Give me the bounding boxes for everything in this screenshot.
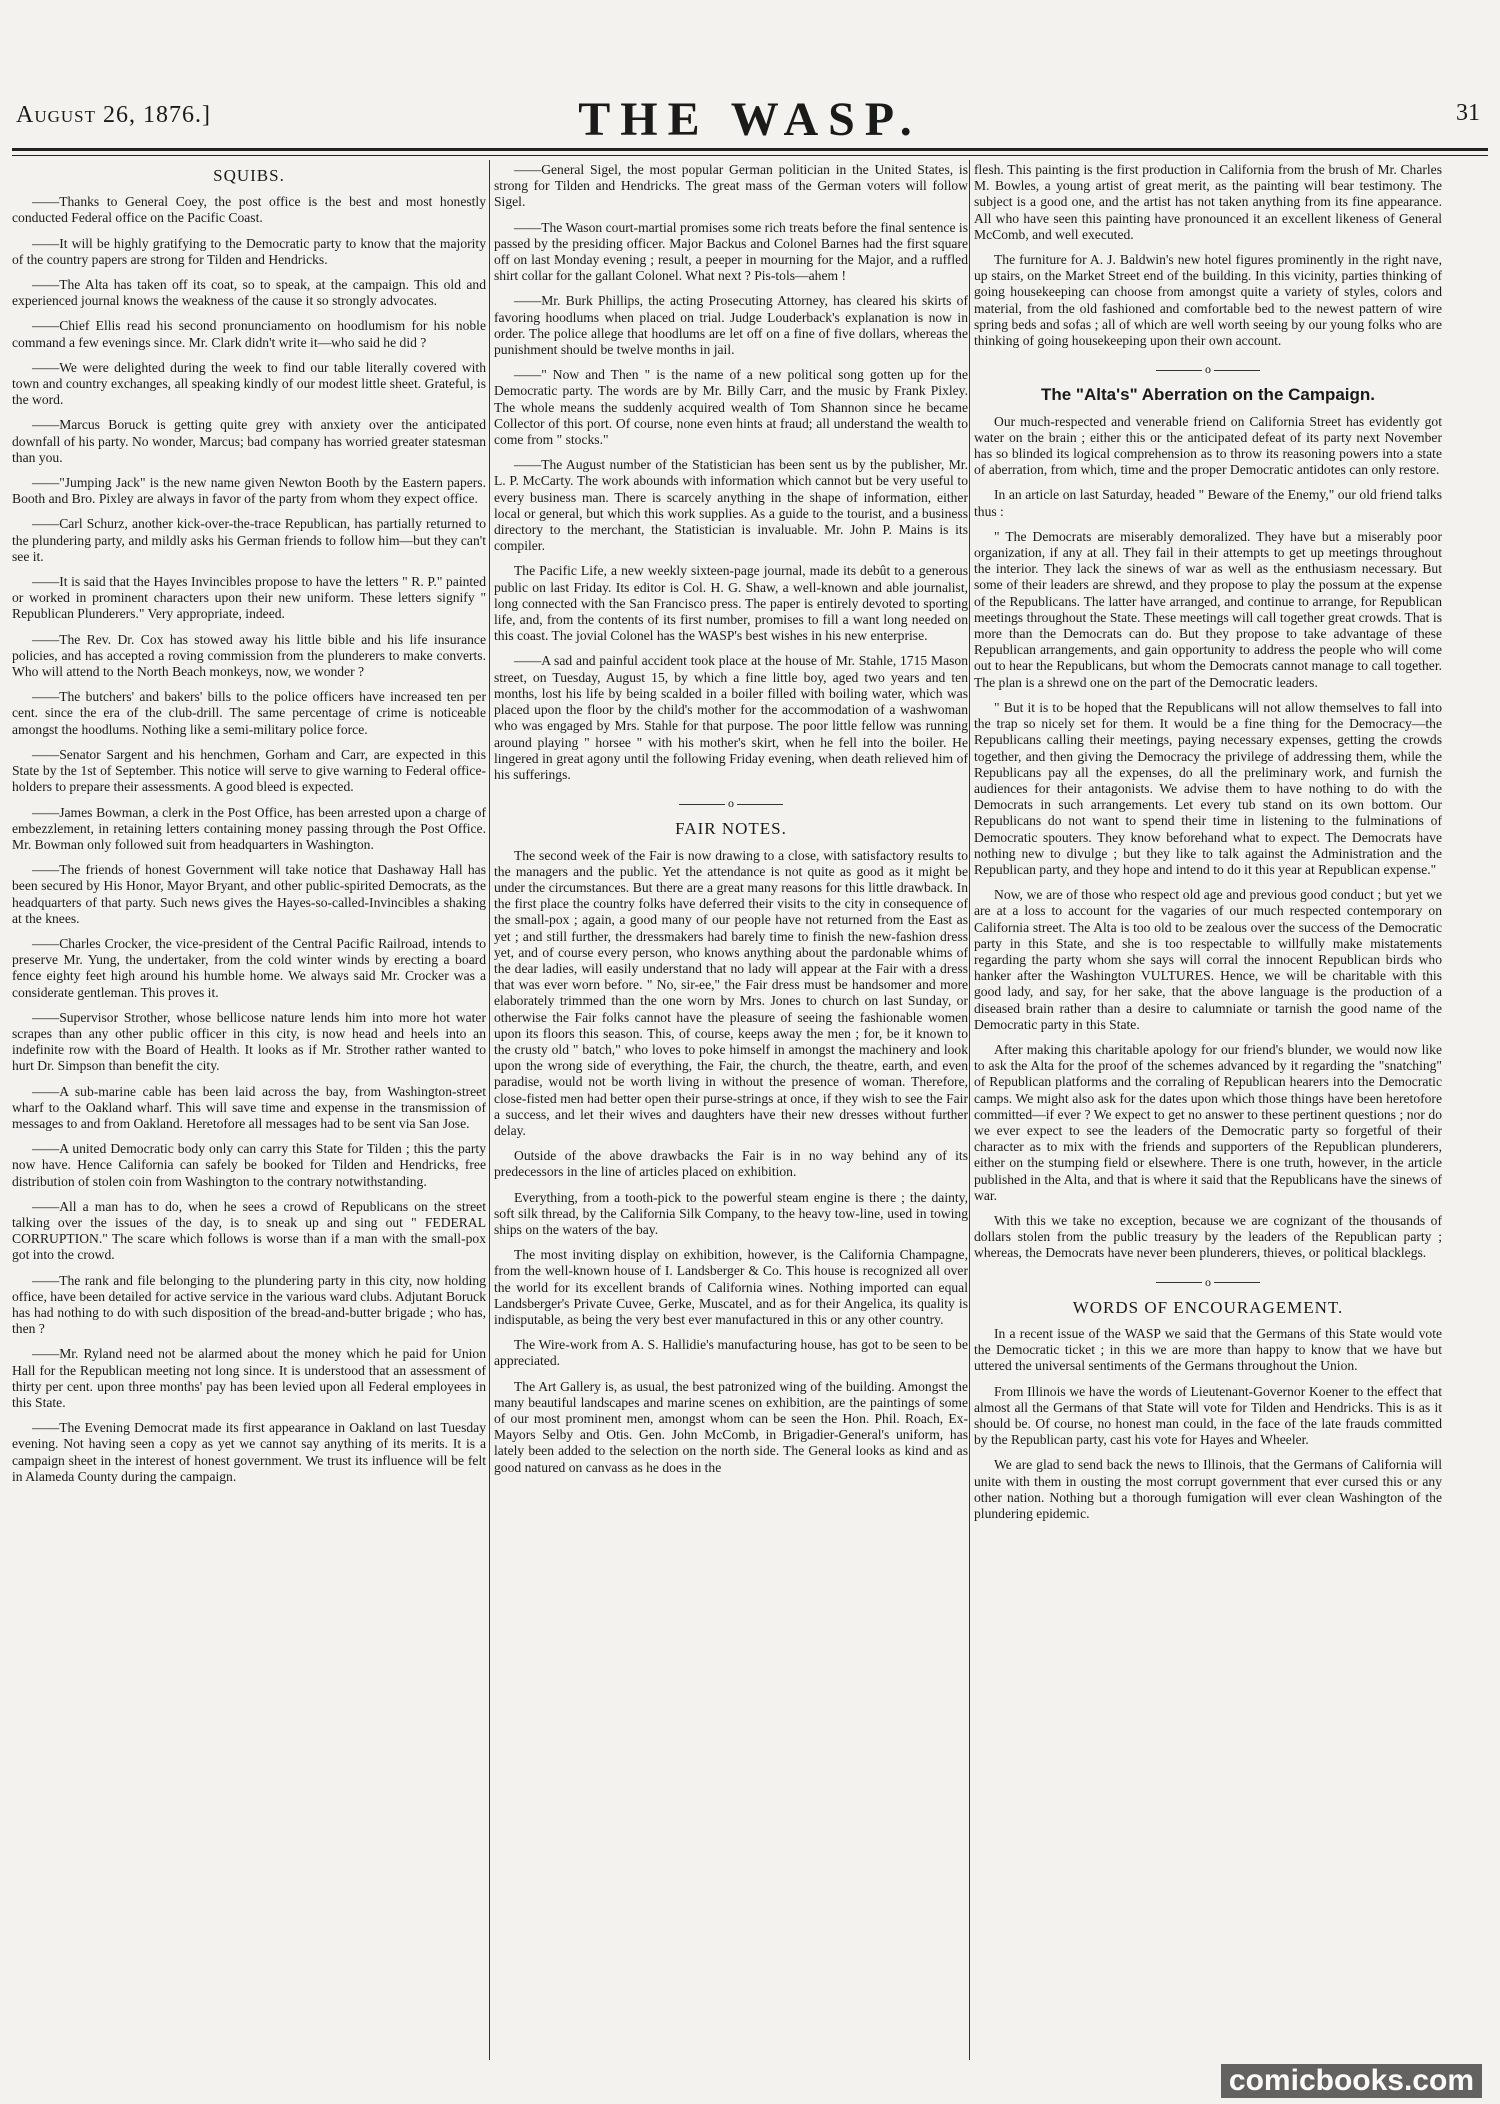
paragraph: ——The rank and file belonging to the plundering party in this city, now holding office, have been detailed for active service in the various ward clubs. Adjutant Boruck has had nothing to do with such disposition of the bread-and-butter brigade ; who has, then ? bbox=[12, 1272, 486, 1337]
paragraph: The Pacific Life, a new weekly sixteen-page journal, made its debût to a generous public on last Friday. Its editor is Col. H. G. Shaw, a well-known and able journalist, long connected with the San Francisco press. The paper is entirely devoted to sporting life, and, from the contents of its first number, promises to fill a want long needed on this coast. The jovial Colonel has the WASP's best wishes in his new enterprise. bbox=[494, 563, 968, 644]
section-heading-fair-notes: FAIR NOTES. bbox=[675, 819, 787, 839]
section-heading-words-of-encouragement: WORDS OF ENCOURAGEMENT. bbox=[1072, 1297, 1344, 1317]
words-of-encouragement-article bbox=[974, 1326, 1442, 1522]
page-number: 31 bbox=[1456, 100, 1480, 126]
paragraph: ——We were delighted during the week to find our table literally covered with town and country exchanges, all speaking kindly of our modest little sheet. Grateful, is the word. bbox=[12, 359, 486, 408]
paragraph: ——The Wason court-martial promises some rich treats before the final sentence is passed by the presiding officer. Major Backus and Colonel Barnes had the first square off on last Monday evening ; result, a peeper in mourning for the Major, and a ruffled shirt collar for the gallant Colonel. What next ? Pis-tols—ahem ! bbox=[494, 219, 968, 284]
paragraph: ——Senator Sargent and his henchmen, Gorham and Carr, are expected in this State by the 1st of September. This notice will serve to give warning to Federal office-holders to prepare their assessments. A good bleed is expected. bbox=[12, 746, 486, 795]
issue-date: August 26, 1876.] bbox=[16, 102, 211, 128]
paragraph: ——Mr. Ryland need not be alarmed about the money which he paid for Union Hall for the Republican meeting not long since. It is understood that an assessment of thirty per cent. upon three months' pay has been levied upon all Federal employees in this State. bbox=[12, 1346, 486, 1410]
paragraph: ——A united Democratic body only can carry this State for Tilden ; this the party now have. Hence California can safely be booked for Tilden and Hendricks, free distribution of stolen coin from Washington to the contrary notwithstanding. bbox=[12, 1141, 486, 1189]
section-heading-squibs: SQUIBS. bbox=[213, 166, 285, 185]
alta-aberration-article bbox=[974, 414, 1442, 1262]
column-3 bbox=[974, 162, 1442, 2062]
paragraph: ——Marcus Boruck is getting quite grey with anxiety over the anticipated downfall of his party. No wonder, Marcus; bad company has worried greater statesman than you. bbox=[12, 417, 486, 465]
squibs-list bbox=[12, 194, 486, 1485]
paragraph: After making this charitable apology for our friend's blunder, we would now like to ask the Alta for the proof of the schemes advanced by it regarding the "snatching" of Republican platforms and the corraling of Republican hearers into the Democratic camps. We might also ask for the dates upon which those things have been heretofore committed—if ever ? We expect to get no answer to these pertinent questions ; nor do we ever expect to see the leaders of the Democratic party so forgetful of their character as to mix with the friends and supporters of the Republican plunderers, either on the stumping field or elsewhere. There is one truth, however, in the article published in the Alta, and that is where it said that the Republicans have the sinews of war. bbox=[974, 1041, 1442, 1203]
paragraph: From Illinois we have the words of Lieutenant-Governor Koener to the effect that almost all the Germans of that State will vote for Tilden and Hendricks. This is as it should be. Of course, no honest man could, in the face of the late frauds committed by the Republican party, cast his vote for Hayes and Wheeler. bbox=[974, 1383, 1442, 1448]
paragraph: ——A sad and painful accident took place at the house of Mr. Stahle, 1715 Mason street, on Tuesday, August 15, by which a fine little boy, aged two years and ten months, lost his life by being scalded in a boiler filled with boiling water, which was placed upon the floor by the child's mother for the accommodation of a washwoman who was engaged by Mrs. Stahle for that purpose. The poor little fellow was running around playing " horsee " with his mother's skirt, when he fell into the boiler. He lingered in great agony until the following Friday evening, when death relieved him of his sufferings. bbox=[494, 653, 968, 782]
paragraph: ——The friends of honest Government will take notice that Dashaway Hall has been secured by His Honor, Mayor Bryant, and other public-spirited Democrats, as the headquarters of that party. Such news gives the Hayes-so-called-Invincibles a shaking at the knees. bbox=[12, 862, 486, 926]
fair-notes-continued bbox=[974, 162, 1442, 349]
column-2 bbox=[494, 162, 968, 2062]
squibs-continued bbox=[494, 162, 968, 783]
paragraph: ——The Rev. Dr. Cox has stowed away his little bible and his life insurance policies, and has accepted a roving commission from the plunderers to make converts. Who will attend to the North Beach monkeys, now, we wonder ? bbox=[12, 631, 486, 680]
paragraph: ——Carl Schurz, another kick-over-the-trace Republican, has partially returned to the plundering party, and mildly asks his German friends to follow him—but they can't see it. bbox=[12, 516, 486, 564]
paragraph: ——The butchers' and bakers' bills to the police officers have increased ten per cent. since the era of the club-drill. The same percentage of crime is noticeable amongst the hoodlums. Nothing like a semi-military police force. bbox=[12, 689, 486, 737]
paragraph: The second week of the Fair is now drawing to a close, with satisfactory results to the managers and the public. Yet the attendance is not quite as good as it might be under the circumstances. But there are a great many reasons for this little drawback. In the first place the country folks have deferred their visits to the city in consequence of the small-pox ; again, a good many of our people have not returned from the East as yet ; and still further, the dressmakers had barely time to finish the new-fashion dress yet, and of course every person, who knows anything about the pardonable whims of the dear ladies, will easily understand that no lady will appear at the Fair with a dress that was ever worn before. " No, sir-ee," the Fair dress must be handsomer and more elaborately trimmed than the one worn by Mrs. Jones to church on last Sunday, or otherwise the Fair folks cannot have the pleasure of seeing the fashionable women upon its floors this season. This, of course, keeps away the men ; for, be it known to the crusty old " batch," who loves to poke himself in amongst the machinery and look upon the wrong side of everything, the Fair, the church, the theatre, earth, and even paradise, would not be worth living in without the presence of woman. Therefore, close-fisted men had better open their purse-strings at once, if they wish to see the Fair a success, and let their wives and daughters have their new dresses without further delay. bbox=[494, 847, 968, 1138]
paragraph: Everything, from a tooth-pick to the powerful steam engine is there ; the dainty, soft silk thread, by the California Silk Company, to the heavy tow-line, used in towing ships on the waters of the bay. bbox=[494, 1189, 968, 1237]
ornament-separator: o bbox=[974, 361, 1442, 377]
paragraph: Our much-respected and venerable friend on California Street has evidently got water on the brain ; either this or the anticipated defeat of its party next November has so blinded its logical comprehension as to throw its reasoning powers into a state of aberration, from which, time and the proper Democratic antidotes can only restore. bbox=[974, 413, 1442, 478]
column-divider bbox=[969, 160, 970, 2060]
section-heading-alta-aberration: The "Alta's" Aberration on the Campaign. bbox=[1040, 385, 1376, 405]
paragraph: ——Charles Crocker, the vice-president of the Central Pacific Railroad, intends to preserve Mr. Yung, the undertaker, from the cold winter winds by erecting a board fence eighty feet high around his humble home. We always said Mr. Crocker was a considerate gentleman. This proves it. bbox=[12, 935, 486, 1000]
paragraph: ——It will be highly gratifying to the Democratic party to know that the majority of the country papers are strong for Tilden and Hendricks. bbox=[12, 235, 486, 267]
paragraph: ——Mr. Burk Phillips, the acting Prosecuting Attorney, has cleared his skirts of favoring hoodlums when placed on trial. Judge Louderback's explanation is now in order. The police allege that hoodlums are let off on a fine of five dollars, whereas the punishment should be twelve months in jail. bbox=[494, 293, 968, 358]
paragraph: ——The August number of the Statistician has been sent us by the publisher, Mr. L. P. McCarty. The work abounds with information which cannot but be very useful to every business man. There is scarcely anything in the shape of information, either local or general, but which this work supplies. As a guide to the tourist, and a business directory to the merchant, the Statistician is invaluable. Mr. John P. Mains is its compiler. bbox=[494, 457, 968, 554]
column-divider bbox=[489, 160, 490, 2060]
paragraph: ——General Sigel, the most popular German politician in the United States, is strong for Tilden and Hendricks. The great mass of the German voters will follow Sigel. bbox=[494, 162, 968, 210]
paragraph: ——It is said that the Hayes Invincibles propose to have the letters " R. P." painted or worked in prominent characters upon their new uniform. These letters signify " Republican Plunderers." Very appropriate, indeed. bbox=[12, 574, 486, 622]
paragraph: " The Democrats are miserably demoralized. They have but a miserably poor organization, if any at all. They fail in their attempts to get up meetings throughout the interior. They lack the sinews of war as well as the enthusiasm necessary. But some of their leaders are shrewd, and they propose to play the possum at the expense of the Republicans. The latter have arranged, and continue to arrange, for Republican meetings throughout the State. These meetings will call together great crowds. That is more than the Democrats can do. But they propose to take advantage of these Republican arrangements, and gain opportunity to address the people who will come out to hear the Republicans, but whom the Democrats cannot manage to call together. The plan is a shrewd one on the part of the Democratic leaders. bbox=[974, 528, 1442, 690]
ornament-separator: o bbox=[494, 795, 968, 811]
newspaper-title: THE WASP. bbox=[578, 93, 922, 146]
paragraph: The Wire-work from A. S. Hallidie's manufacturing house, has got to be seen to be appreciated. bbox=[494, 1337, 968, 1369]
paragraph: We are glad to send back the news to Illinois, that the Germans of California will unite with them in ousting the most corrupt government that ever cursed this or any other nation. Nothing but a thorough fumigation will ever clean Washington of the plundering epidemic. bbox=[974, 1457, 1442, 1522]
paragraph: ——Supervisor Strother, whose bellicose nature lends him into more hot water scrapes than any other public officer in this city, is now head and heels into an indefinite row with the Board of Health. It looks as if Mr. Strother rather wanted to hurt Dr. Simpson than benefit the city. bbox=[12, 1009, 486, 1074]
paragraph: Outside of the above drawbacks the Fair is in no way behind any of its predecessors in the line of articles placed on exhibition. bbox=[494, 1148, 968, 1180]
paragraph: ——The Alta has taken off its coat, so to speak, at the campaign. This old and experienced journal knows the weakness of the cause it so strongly advocates. bbox=[12, 277, 486, 309]
header-rule-thin bbox=[12, 155, 1488, 156]
paragraph: " But it is to be hoped that the Republicans will not allow themselves to fall into the trap so nicely set for them. It would be a fine thing for the Democracy—the Republicans calling their meetings, paying necessary expenses, getting the crowds together, and then giving the Democracy the privilege of addressing them, while the Republicans pay all the expenses, do all the preliminary work, and furnish the audiences for their antagonists. We advise them to have nothing to do with the Democrats in such arrangements. Let every tub stand on its own bottom. Our Republicans do not want to spend their time in listening to the fulminations of Democratic spouters. They know beforehand what to expect. The Democrats have nothing new to divulge ; but they like to talk against the Administration and the Republican party, and they hope and intend to do it this year at Republican expense." bbox=[974, 699, 1442, 877]
header-rule bbox=[12, 148, 1488, 151]
paragraph: With this we take no exception, because we are cognizant of the thousands of dollars stolen from the public treasury by the leaders of the Republican party ; whereas, the Democrats have never been plunderers, thieves, or political blacklegs. bbox=[974, 1212, 1442, 1261]
paragraph: In a recent issue of the WASP we said that the Germans of this State would vote the Democratic ticket ; in this we are more than happy to know that we have but uttered the universal sentiments of the Germans throughout the Union. bbox=[974, 1326, 1442, 1374]
paragraph: Now, we are of those who respect old age and previous good conduct ; but yet we are at a loss to account for the vagaries of our much respected contemporary on California street. The Alta is too old to be zealous over the success of the Democratic party in this State, and she is too respectable to willfully make mistatements regarding the party whom she says will corral the innocent Republican birds who hanker after the Washington VULTURES. Hence, we will be charitable with this good lady, and say, for her sake, that the above language is the production of a diseased brain rather than a desire to calumniate or tarnish the good name of the Democratic party in this State. bbox=[974, 887, 1442, 1032]
fair-notes-article bbox=[494, 848, 968, 1476]
paragraph: ——A sub-marine cable has been laid across the bay, from Washington-street wharf to the Oakland wharf. This will save time and expense in the transmission of messages to and from Oakland. Heretofore all messages had to be sent via San Jose. bbox=[12, 1083, 486, 1131]
paragraph: ——" Now and Then " is the name of a new political song gotten up for the Democratic party. The words are by Mr. Billy Carr, and the music by Frank Pixley. The whole means the suddenly acquired wealth of Tom Shannon since he became Collector of this port. Of course, none even hints at fraud; all understand the wealth to come from " stocks." bbox=[494, 367, 968, 448]
paragraph: The Art Gallery is, as usual, the best patronized wing of the building. Amongst the many beautiful landscapes and marine scenes on exhibition, are the paintings of some of our most prominent men, amongst whom can be seen the Hon. Phil. Roach, Ex-Mayors Selby and Otis. Gen. John McComb, in Brigadier-General's uniform, has lately been added to the selection on the north side. The General looks as kind and as good natured on canvass as he does in the bbox=[494, 1378, 968, 1475]
paragraph: ——"Jumping Jack" is the new name given Newton Booth by the Eastern papers. Booth and Bro. Pixley are always in favor of the party from whom they expect office. bbox=[12, 475, 486, 507]
paragraph: The furniture for A. J. Baldwin's new hotel figures prominently in the right nave, up stairs, on the Market Street end of the building. In this vicinity, parties thinking of going housekeeping can choose from amongst quite a variety of styles, colors and material, from the old fashioned and comfortable bed to the newest pattern of wire spring beds and sofas ; all of which are well worth seeing by our young folks who are thinking of going housekeeping upon their own account. bbox=[974, 252, 1442, 349]
paragraph: In an article on last Saturday, headed " Beware of the Enemy," our old friend talks thus : bbox=[974, 487, 1442, 519]
column-1 bbox=[12, 162, 486, 2062]
masthead bbox=[14, 92, 1486, 146]
watermark-logo: comicbooks.com bbox=[1221, 2064, 1482, 2098]
paragraph: ——All a man has to do, when he sees a crowd of Republicans on the street talking over the issues of the day, is to sneak up and sing out " FEDERAL CORRUPTION." The scare which follows is worse than if a man with the small-pox got into the crowd. bbox=[12, 1198, 486, 1263]
paragraph: ——James Bowman, a clerk in the Post Office, has been arrested upon a charge of embezzlement, in retaining letters containing money passing through the Post Office. Mr. Bowman only followed suit from headquarters in Washington. bbox=[12, 804, 486, 852]
paragraph: The most inviting display on exhibition, however, is the California Champagne, from the well-known house of I. Landsberger & Co. This house is recognized all over the world for its excellent brands of California wines. Nothing imported can equal Landsberger's Private Cuvee, Gerke, Muscatel, and as for their Angelica, its quality is indisputable, as being the very best ever manufactured in this or any other country. bbox=[494, 1247, 968, 1327]
paragraph: ——Chief Ellis read his second pronunciamento on hoodlumism for his noble command a few evenings since. Mr. Clark didn't write it—who said he did ? bbox=[12, 318, 486, 350]
ornament-separator: o bbox=[974, 1274, 1442, 1290]
paragraph: ——Thanks to General Coey, the post office is the best and most honestly conducted Federal office on the Pacific Coast. bbox=[12, 194, 486, 226]
paragraph: flesh. This painting is the first production in California from the brush of Mr. Charles M. Bowles, a young artist of great merit, as the painting will bear testimony. The subject is a good one, and the artist has not taken anything from its fine appearance. All who have seen this painting have pronounced it an excellent likeness of General McComb, and well executed. bbox=[974, 162, 1442, 242]
paragraph: ——The Evening Democrat made its first appearance in Oakland on last Tuesday evening. Not having seen a copy as yet we cannot say anything of its merits. It is a campaign sheet in the interest of honest government. We trust its influence will be felt in Alameda County during the campaign. bbox=[12, 1420, 486, 1484]
